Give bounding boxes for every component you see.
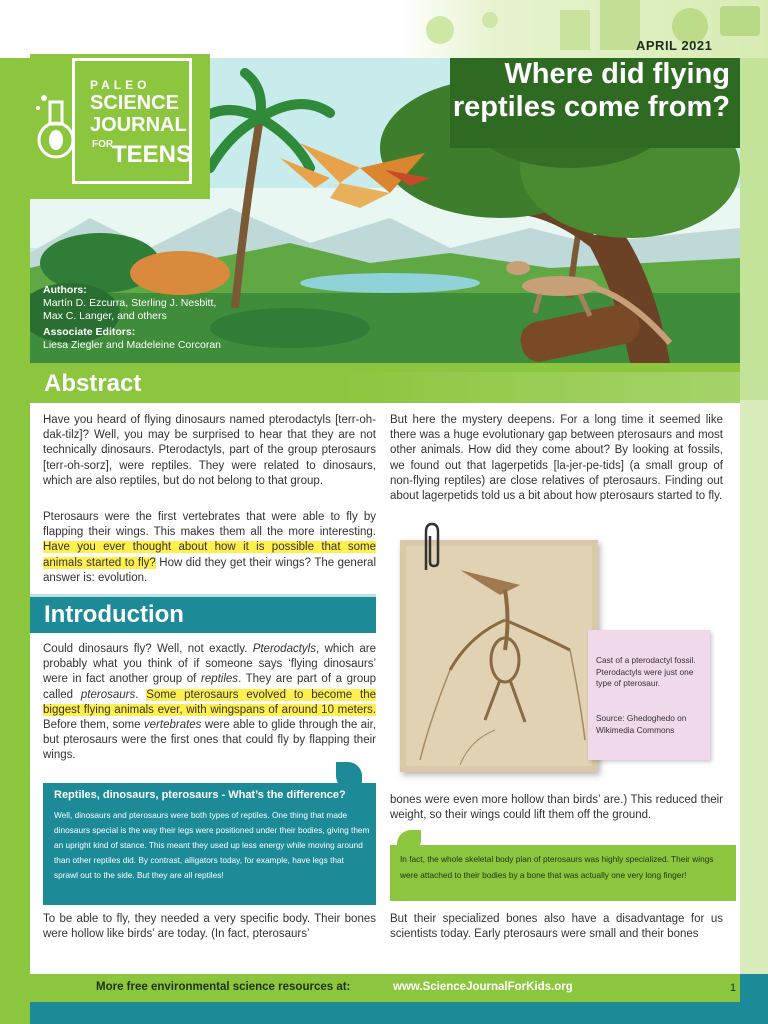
logo-science: SCIENCE (90, 92, 179, 114)
paperclip-icon (418, 522, 444, 572)
authors-line-1: Martín D. Ezcurra, Sterling J. Nesbitt, (43, 297, 217, 309)
logo-journal: JOURNAL (90, 114, 187, 136)
decoration-icons (400, 0, 768, 58)
intro-p1-c: . They are part of a group called (43, 673, 377, 701)
title-line-1: Where did flying (504, 58, 730, 90)
intro-p1-italic-4: vertebrates (143, 719, 202, 732)
issue-date: APRIL 2021 (636, 38, 713, 53)
pterodactyl-fossil-photo (400, 540, 598, 772)
intro-p1-highlight: Some pterosaurs evolved to become the biggest flying animals ever, with wingspans of around 10 meters. (43, 688, 376, 716)
introduction-right-paragraph-1: bones were even more hollow than birds’ are.) This reduced their weight, so their wings could lift them off the ground. (390, 794, 723, 822)
fossil-skeleton-illustration (400, 540, 598, 772)
photo-caption-source: Source: Ghedoghedo on Wikimedia Commons (596, 713, 687, 735)
authors-line-2: Max C. Langer, and others (43, 310, 167, 322)
abstract-header-fade (340, 372, 740, 403)
photo-caption-text: Cast of a pterodactyl fossil. Pterodactyls were just one type of pterosaur. (596, 655, 696, 688)
info-box-text: Well, dinosaurs and pterosaurs were both types of reptiles. One thing that made dinosaurs special is the way their legs were positioned under their bodies, giving them an upright kind of stance. This meant they used up less energy while moving around than other reptiles did. By contrast, alligators today, for example, have legs that sprawl out to the side. But they are all reptiles! (54, 810, 370, 880)
editors-line: Liesa Ziegler and Madeleine Corcoran (43, 339, 222, 351)
intro-p1-italic-2: reptiles (200, 673, 239, 686)
logo-teens: TEENS (112, 141, 193, 168)
introduction-paragraph-1 (43, 642, 376, 764)
intro-p1-e: Before them, some (43, 719, 144, 732)
info-box-green-text: In fact, the whole skeletal body plan of pterosaurs was highly specialized. Their wings were attached to their bodies by a bone that was actually one very long finger! (400, 854, 714, 880)
logo-for: FOR (92, 139, 114, 150)
frame-left (0, 58, 30, 974)
intro-p1-a: Could dinosaurs fly? Well, not exactly. (43, 643, 253, 655)
introduction-heading: Introduction (44, 601, 184, 628)
intro-p1-italic-1: Pterodactyls (252, 643, 316, 655)
abstract-p2-text-b: How did they get their wings? The general answer is: evolution. (43, 556, 377, 584)
flask-trilobite-icon (34, 92, 78, 162)
footer-link[interactable]: www.ScienceJournalForKids.org (393, 981, 573, 993)
abstract-p2-highlight: Have you ever thought about how it is possible that some animals started to fly? (43, 541, 376, 569)
intro-p1-b: , which are probably what you think of if someone says ‘flying dinosaurs’ were in fact another group of (43, 643, 376, 686)
abstract-right-paragraph: But here the mystery deepens. For a long time it seemed like there was a huge evolutionary gap between pterosaurs and most other animals. How did they come about? By looking at fossils, we found out that lagerpetids [la-jer-pe-tids] (a small group of non-flying reptiles) are close relatives of pterosaurs. Finding out about lagerpetids told us a bit about how pterosaurs started to fly. (390, 414, 723, 503)
intro-p1-italic-3: pterosaurs (80, 688, 136, 701)
intro-p1-f: were able to glide through the air, but pterosaurs were the first ones that could fly by flapping their wings. (43, 719, 376, 762)
footer-text: More free environmental science resources at: (96, 981, 351, 993)
title-line-2: reptiles come from? (452, 91, 730, 123)
footer-left-accent (0, 974, 30, 1024)
credits (43, 284, 221, 352)
frame-right-lower (740, 400, 768, 974)
abstract-paragraph-1: Have you heard of flying dinosaurs named pterodactyls [terr-oh-dak-tilz]? Well, you may be surprised to hear that they are not technically dinosaurs. Pterodactyls, part of the group pterosaurs [terr-oh-sorz], were reptiles. They were related to dinosaurs, which are also reptiles, but do not belong to that group. (43, 414, 376, 487)
abstract-p2-text-a: Pterosaurs were the first vertebrates that were able to fly by flapping their wings. This makes them all the more interesting. (43, 511, 376, 539)
introduction-right-paragraph-2: But their specialized bones also have a disadvantage for us scientists today. Early pterosaurs were small and their bones (390, 913, 723, 941)
top-decoration (400, 0, 768, 58)
abstract-paragraph-2 (43, 510, 376, 586)
photo-caption-note (588, 630, 710, 760)
authors-label: Authors: (43, 284, 87, 296)
editors-label: Associate Editors: (43, 326, 136, 338)
logo-paleo: PALEO (90, 78, 151, 92)
abstract-heading: Abstract (44, 370, 142, 397)
intro-p1-d: . (135, 688, 147, 701)
page-number: 1 (730, 982, 737, 994)
page-title (440, 58, 730, 124)
info-box-title: Reptiles, dinosaurs, pterosaurs - What’s the difference? (54, 789, 346, 801)
introduction-paragraph-2: To be able to fly, they needed a very specific body. Their bones were hollow like birds’ are today. (In fact, pterosaurs’ (43, 913, 376, 941)
